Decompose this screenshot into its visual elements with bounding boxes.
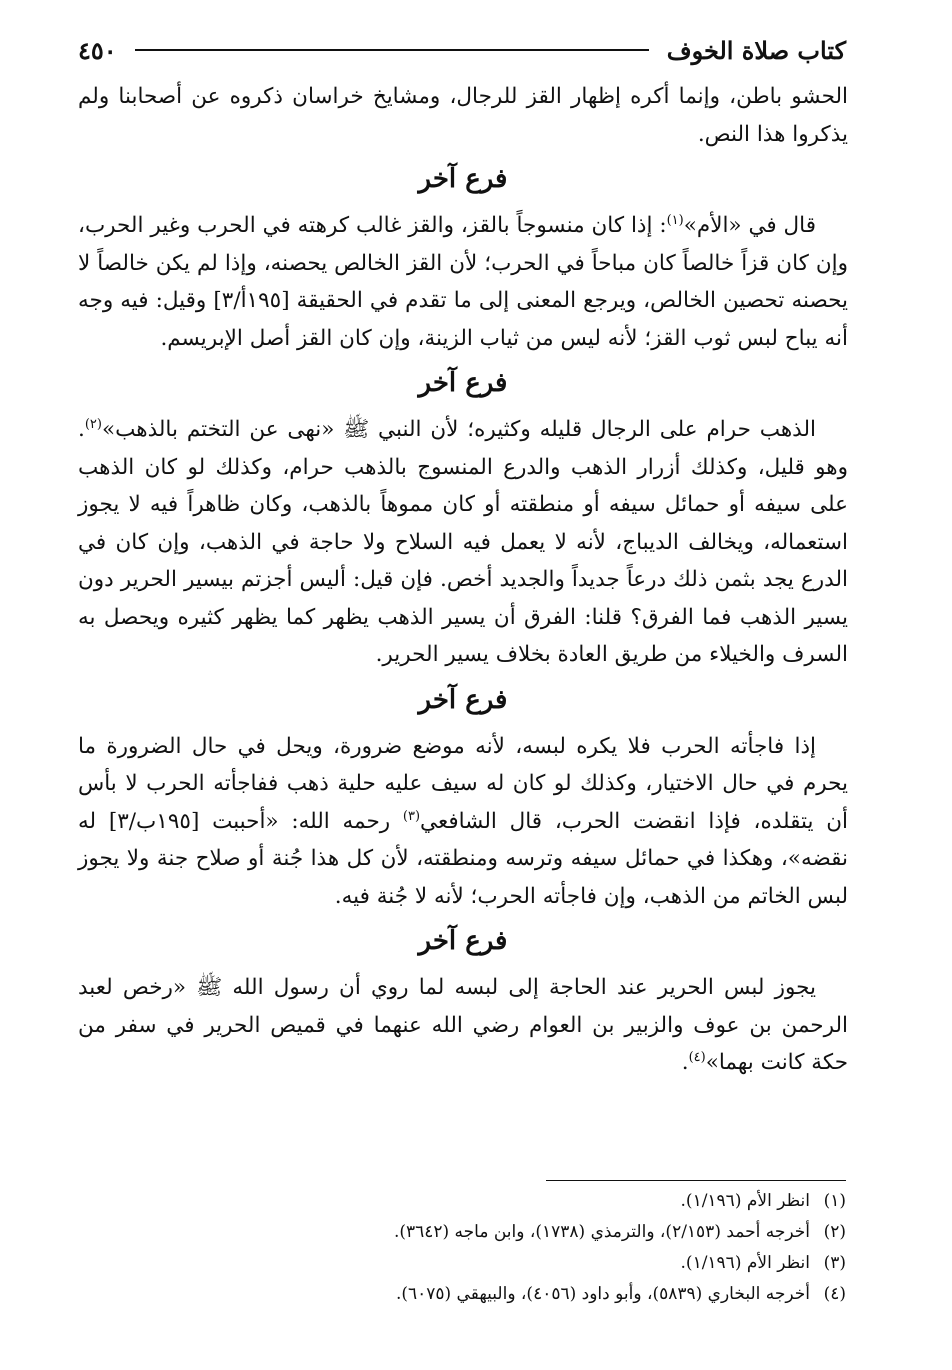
footnotes	[146, 1186, 846, 1310]
footnote-2	[146, 1217, 846, 1248]
page-number: ٤٥٠	[78, 35, 117, 65]
text-before: يجوز لبس الحرير عند الحاجة إلى لبسه لما روي أن رسول الله ﷺ «رخص لعبد الرحمن بن عوف والزبير بن العوام رضي الله عنهما في قميص الحرير في سفر من حكة كانت بهما»	[78, 975, 848, 1075]
book-title: كتاب صلاة الخوف	[666, 35, 846, 65]
footnote-text: أخرجه البخاري (٥٨٣٩)، وأبو داود (٤٠٥٦)، والبيهقي (٦٠٧٥).	[395, 1284, 810, 1304]
text-before: إذا فاجأته الحرب فلا يكره لبسه، لأنه موضع ضرورة، ويحل في حال الضرورة ما يحرم في حال الاختيار، وكذلك لو كان له سيف عليه حلية ذهب ففاجأته الحرب لا بأس أن يتقلده، فإذا انقضت الحرب، قال الشافعي	[78, 733, 848, 834]
footnote-text: أخرجه أحمد (٢/١٥٣)، والترمذي (١٧٣٨)، وابن ماجه (٣٦٤٢).	[393, 1222, 810, 1242]
section-heading-4: فرع آخر	[418, 926, 508, 956]
section-heading-1: فرع آخر	[418, 164, 508, 194]
intro-paragraph: الحشو باطن، وإنما أكره إظهار القز للرجال، ومشايخ خراسان ذكروه عن أصحابنا ولم يذكروا هذا النص.	[78, 84, 848, 147]
text-after: : إذا كان منسوجاً بالقز، والقز غالب كرهته في الحرب وغير الحرب، وإن كان قزاً خالصاً كان مباحاً في الحرب؛ لأن القز الخالص يحصنه، وإذا لم يكن خالصاً لا يحصنه تحصين الخالص، ويرجع المعنى إلى ما تقدم في الحقيقة [١٩٥أ/٣] وقيل: فيه وجه أنه يباح لبس ثوب القز؛ لأنه ليس من ثياب الزينة، وإن كان القز أصل الإبريسم.	[78, 213, 848, 351]
footnote-number: (٤)	[823, 1284, 846, 1304]
text-before: قال في «الأم»	[683, 213, 816, 238]
footnote-4	[146, 1279, 846, 1310]
footnote-1	[146, 1186, 846, 1217]
page-header	[78, 30, 846, 70]
header-rule	[135, 49, 649, 51]
text-after: رحمه الله: «أحببت [١٩٥ب/٣] له نقضه»، وهكذا في حمائل سيفه وترسه ومنطقته، لأن كل هذا جُنة أو صلاح جنة ولا يجوز لبس الخاتم من الذهب، وإن فاجأته الحرب؛ لأنه لا جُنة فيه.	[78, 808, 848, 909]
section-paragraph-3	[78, 728, 848, 916]
footnote-ref-2[interactable]: (٢)	[84, 416, 102, 432]
section-paragraph-2	[78, 411, 848, 674]
footnote-ref-4[interactable]: (٤)	[688, 1049, 706, 1065]
footnote-text: انظر الأم (١/١٩٦).	[680, 1191, 810, 1211]
text-before: الذهب حرام على الرجال قليله وكثيره؛ لأن النبي ﷺ «نهى عن التختم بالذهب»	[101, 417, 816, 442]
section-heading-2: فرع آخر	[418, 368, 508, 398]
text-after: . وهو قليل، وكذلك أزرار الذهب والدرع المنسوج بالذهب حرام، وكذلك لو كان الذهب على سيفه أو حمائل سيفه أو منطقته أو كان مموهاً بالذهب، وكان ظاهراً فيه لا يجوز استعماله، ويخالف الديباج، لأنه لا يعمل فيه السلاح ولا حاجة في الذهب، وإن كان في الدرع يجد بثمن ذلك درعاً جديداً والجديد أخص. فإن قيل: أليس أجزتم بيسير الحرير دون يسير الذهب فما الفرق؟ قلنا: الفرق أن يسير الذهب يظهر كما يظهر كثيره ويحصل به السرف والخيلاء من طريق العادة بخلاف يسير الحرير.	[78, 417, 848, 667]
section-paragraph-1	[78, 207, 848, 357]
footnote-number: (٢)	[823, 1222, 846, 1242]
footnote-ref-3[interactable]: (٣)	[402, 808, 421, 824]
section-heading-3: فرع آخر	[418, 684, 508, 715]
section-paragraph-4	[78, 969, 848, 1082]
footnote-number: (٣)	[823, 1253, 846, 1273]
footnote-separator	[546, 1180, 846, 1181]
footnote-number: (١)	[823, 1191, 846, 1211]
main-text	[78, 78, 848, 1082]
footnote-text: انظر الأم (١/١٩٦).	[680, 1253, 810, 1273]
footnote-3	[146, 1248, 846, 1279]
footnote-ref-1[interactable]: (١)	[666, 212, 684, 228]
text-after: .	[681, 1050, 689, 1075]
